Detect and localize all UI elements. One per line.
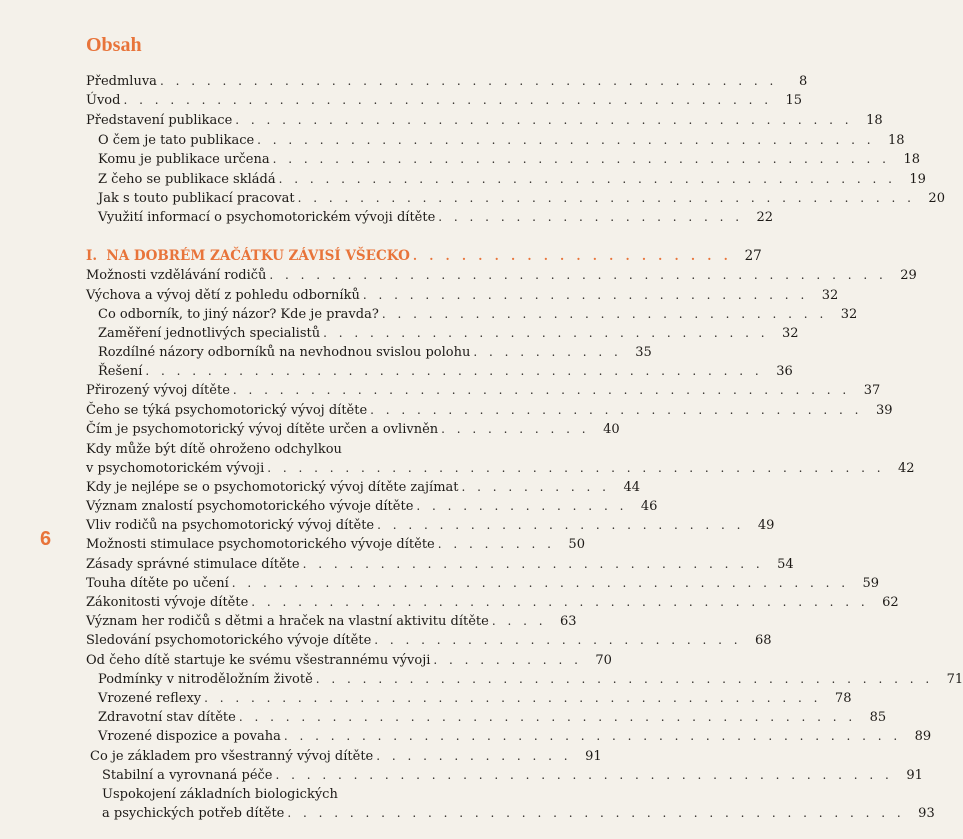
toc-entry-title: Uspokojení základních biologických [102,787,338,802]
toc-entry-wrapped-line [0,785,600,804]
toc-entry: Význam znalostí psychomotorického vývoje dítěte . . . . . . . . . . . . . . 46 [86,499,658,514]
toc-entry: Možnosti vzdělávání rodičů . . . . . . . . . . . . . . . . . . . . . . . . . . . . . . . . . . . . . . . . 29 [86,268,917,283]
toc-entry-page: 39 [875,403,893,418]
toc-subentry: Podmínky v nitroděložním životě . . . . . . . . . . . . . . . . . . . . . . . . . . . . . . . . . . . . . . . . 71 [98,672,963,687]
toc-entry-page: 15 [785,93,803,108]
toc-entry-title: Předmluva [86,74,157,89]
toc-entry-page: 22 [756,210,774,225]
toc-entry-page: 32 [821,288,839,303]
toc-entry-title: Možnosti stimulace psychomotorického vývoje dítěte [86,537,435,552]
toc-entry-title: Význam her rodičů s dětmi a hraček na vlastní aktivitu dítěte [86,614,489,629]
page-folio-number: 6 [40,528,52,550]
toc-entry-page: 91 [906,768,923,783]
toc-entry-page: 68 [755,633,772,648]
toc-entry-title: Z čeho se publikace skládá [98,172,276,187]
toc-entry-page: 71 [946,672,963,687]
toc-entry: Výchova a vývoj dětí z pohledu odborníků . . . . . . . . . . . . . . . . . . . . . . . . . . . . . 32 [86,288,839,303]
toc-entry-page: 89 [914,729,932,744]
toc-chapter: I. NA DOBRÉM ZAČÁTKU ZÁVISÍ VŠECKO . . . . . . . . . . . . . . . . . . . . 27 [86,248,762,264]
toc-entry-page: 18 [887,133,905,148]
toc-entry: Čím je psychomotorický vývoj dítěte určen a ovlivněn . . . . . . . . . . 40 [86,422,620,437]
toc-subentry: Rozdílné názory odborníků na nevhodnou svislou polohu . . . . . . . . . . 35 [98,345,652,360]
toc-entry: Co je základem pro všestranný vývoj dítěte . . . . . . . . . . . . . 91 [90,749,602,764]
toc-entry-title: Řešení [98,364,143,379]
toc-subentry: Řešení . . . . . . . . . . . . . . . . . . . . . . . . . . . . . . . . . . . . . . . . 36 [98,364,793,379]
toc-entry-page: 44 [623,480,640,495]
toc-entry-page: 91 [585,749,602,764]
toc-entry-title: Využití informací o psychomotorickém vývoji dítěte [98,210,436,225]
toc-entry: Od čeho dítě startuje ke svému všestrannému vývoji . . . . . . . . . . 70 [86,653,612,668]
toc-entry-title: v psychomotorickém vývoji [86,461,265,476]
toc-entry-page: 35 [635,345,652,360]
toc-entry-title: Zdravotní stav dítěte [98,710,236,725]
toc-entry-title: a psychických potřeb dítěte [102,806,285,821]
toc-entry-title: Přirozený vývoj dítěte [86,383,230,398]
toc-subentry: Co odborník, to jiný názor? Kde je pravda? . . . . . . . . . . . . . . . . . . . . . . . . . . . . . 32 [98,307,858,322]
toc-entry-title: Úvod [86,93,121,108]
toc-entry-page: 46 [640,499,658,514]
toc-entry-title: Kdy může být dítě ohroženo odchylkou [86,442,342,457]
toc-entry-page: 32 [840,307,858,322]
toc-subentry: a psychických potřeb dítěte . . . . . . . . . . . . . . . . . . . . . . . . . . . . . . . . . . . . . . . . 93 [102,806,935,821]
toc-entry-page: 54 [777,557,794,572]
toc-subentry: Z čeho se publikace skládá . . . . . . . . . . . . . . . . . . . . . . . . . . . . . . . . . . . . . . . . 19 [98,172,926,187]
toc-entry-page: 20 [928,191,945,206]
toc-entry-page: 50 [568,537,585,552]
toc-entry-title: Vrozené reflexy [98,691,202,706]
toc-entry-title: Co je základem pro všestranný vývoj dítěte [90,749,374,764]
toc-entry-title: Sledování psychomotorického vývoje dítěte [86,633,372,648]
toc-entry-title: Co odborník, to jiný názor? Kde je pravda? [98,307,379,322]
toc-entry-page: 85 [869,710,887,725]
toc-entry-title: Zákonitosti vývoje dítěte [86,595,249,610]
toc-entry-page: 27 [744,248,762,264]
toc-entry: Vliv rodičů na psychomotorický vývoj dítěte . . . . . . . . . . . . . . . . . . . . . . . . 49 [86,518,775,533]
toc-entry: Možnosti stimulace psychomotorického vývoje dítěte . . . . . . . . 50 [86,537,585,552]
toc-entry-page: 70 [595,653,612,668]
toc-entry-title: Možnosti vzdělávání rodičů [86,268,267,283]
toc-subentry: Využití informací o psychomotorickém vývoji dítěte . . . . . . . . . . . . . . . . . . . . 22 [98,210,774,225]
toc-heading: Obsah [86,34,142,56]
toc-entry-title: Vrozené dispozice a povaha [98,729,281,744]
toc-subentry: Komu je publikace určena . . . . . . . . . . . . . . . . . . . . . . . . . . . . . . . . . . . . . . . . 18 [98,152,920,167]
toc-entry-page: 63 [560,614,577,629]
toc-entry: Přirozený vývoj dítěte . . . . . . . . . . . . . . . . . . . . . . . . . . . . . . . . . . . . . . . . 37 [86,383,881,398]
toc-entry-wrapped-line [0,440,600,459]
toc-entry-page: 40 [603,422,620,437]
toc-entry-page: 19 [909,172,926,187]
toc-entry-title: Touha dítěte po učení [86,576,229,591]
toc-entry-page: 36 [776,364,793,379]
toc-entry-page: 18 [903,152,920,167]
toc-subentry: Vrozené dispozice a povaha . . . . . . . . . . . . . . . . . . . . . . . . . . . . . . . . . . . . . . . . 89 [98,729,932,744]
toc-entry: Čeho se týká psychomotorický vývoj dítěte . . . . . . . . . . . . . . . . . . . . . . . . . . . . . . . . 39 [86,403,893,418]
toc-subentry: Zaměření jednotlivých specialistů . . . . . . . . . . . . . . . . . . . . . . . . . . . . . 32 [98,326,799,341]
toc-entry-title: Vliv rodičů na psychomotorický vývoj dítěte [86,518,375,533]
toc-entry: Zásady správné stimulace dítěte . . . . . . . . . . . . . . . . . . . . . . . . . . . . . . 54 [86,557,794,572]
toc-entry-page: 93 [918,806,935,821]
toc-entry: Význam her rodičů s dětmi a hraček na vlastní aktivitu dítěte . . . . 63 [86,614,577,629]
toc-entry-page: 18 [866,113,883,128]
toc-entry: v psychomotorickém vývoji . . . . . . . . . . . . . . . . . . . . . . . . . . . . . . . . . . . . . . . . 42 [86,461,915,476]
toc-entry: Předmluva . . . . . . . . . . . . . . . . . . . . . . . . . . . . . . . . . . . . . . . . 8 [86,74,808,89]
toc-entry-title: Od čeho dítě startuje ke svému všestrannému vývoji [86,653,431,668]
toc-entry-title: Kdy je nejlépe se o psychomotorický vývoj dítěte zajímat [86,480,459,495]
toc-entry-title: Čím je psychomotorický vývoj dítěte určen a ovlivněn [86,422,439,437]
toc-subentry: O čem je tato publikace . . . . . . . . . . . . . . . . . . . . . . . . . . . . . . . . . . . . . . . . 18 [98,133,905,148]
toc-entry: Kdy je nejlépe se o psychomotorický vývoj dítěte zajímat . . . . . . . . . . 44 [86,480,640,495]
toc-subentry: Vrozené reflexy . . . . . . . . . . . . . . . . . . . . . . . . . . . . . . . . . . . . . . . . 78 [98,691,852,706]
toc-entry-title: Představení publikace [86,113,233,128]
toc-entry-title: Komu je publikace určena [98,152,270,167]
toc-entry-title: O čem je tato publikace [98,133,255,148]
toc-entry-title: Rozdílné názory odborníků na nevhodnou svislou polohu [98,345,471,360]
toc-entry-page: 78 [834,691,852,706]
toc-entry-title: Zaměření jednotlivých specialistů [98,326,321,341]
toc-entry-page: 37 [863,383,881,398]
toc-subentry: Stabilní a vyrovnaná péče . . . . . . . . . . . . . . . . . . . . . . . . . . . . . . . . . . . . . . . . 91 [102,768,923,783]
toc-entry-title: Zásady správné stimulace dítěte [86,557,300,572]
toc-chapter-title: I. NA DOBRÉM ZAČÁTKU ZÁVISÍ VŠECKO [86,248,410,264]
toc-entry-title: Stabilní a vyrovnaná péče [102,768,273,783]
toc-entry-page: 42 [898,461,915,476]
toc-entry-page: 29 [900,268,917,283]
toc-entry: Touha dítěte po učení . . . . . . . . . . . . . . . . . . . . . . . . . . . . . . . . . . . . . . . . 59 [86,576,880,591]
toc-entry-title: Jak s touto publikací pracovat [98,191,295,206]
toc-entry-title: Význam znalostí psychomotorického vývoje dítěte [86,499,414,514]
toc-entry-page: 32 [781,326,799,341]
toc-entry-title: Výchova a vývoj dětí z pohledu odborníků [86,288,360,303]
toc-entry-title: Čeho se týká psychomotorický vývoj dítěte [86,403,368,418]
toc-entry: Zákonitosti vývoje dítěte . . . . . . . . . . . . . . . . . . . . . . . . . . . . . . . . . . . . . . . . 62 [86,595,899,610]
toc-entry: Sledování psychomotorického vývoje dítěte . . . . . . . . . . . . . . . . . . . . . . . . 68 [86,633,772,648]
toc-entry-title: Podmínky v nitroděložním životě [98,672,313,687]
toc-entry-page: 59 [862,576,880,591]
toc-entry-page: 8 [799,74,808,89]
toc-entry-page: 62 [882,595,899,610]
toc-entry: Úvod . . . . . . . . . . . . . . . . . . . . . . . . . . . . . . . . . . . . . . . . . . 15 [86,93,803,108]
toc-entry-page: 49 [757,518,775,533]
toc-entry: Představení publikace . . . . . . . . . . . . . . . . . . . . . . . . . . . . . . . . . . . . . . . . 18 [86,113,883,128]
toc-subentry: Jak s touto publikací pracovat . . . . . . . . . . . . . . . . . . . . . . . . . . . . . . . . . . . . . . . . 20 [98,191,945,206]
toc-subentry: Zdravotní stav dítěte . . . . . . . . . . . . . . . . . . . . . . . . . . . . . . . . . . . . . . . . 85 [98,710,887,725]
